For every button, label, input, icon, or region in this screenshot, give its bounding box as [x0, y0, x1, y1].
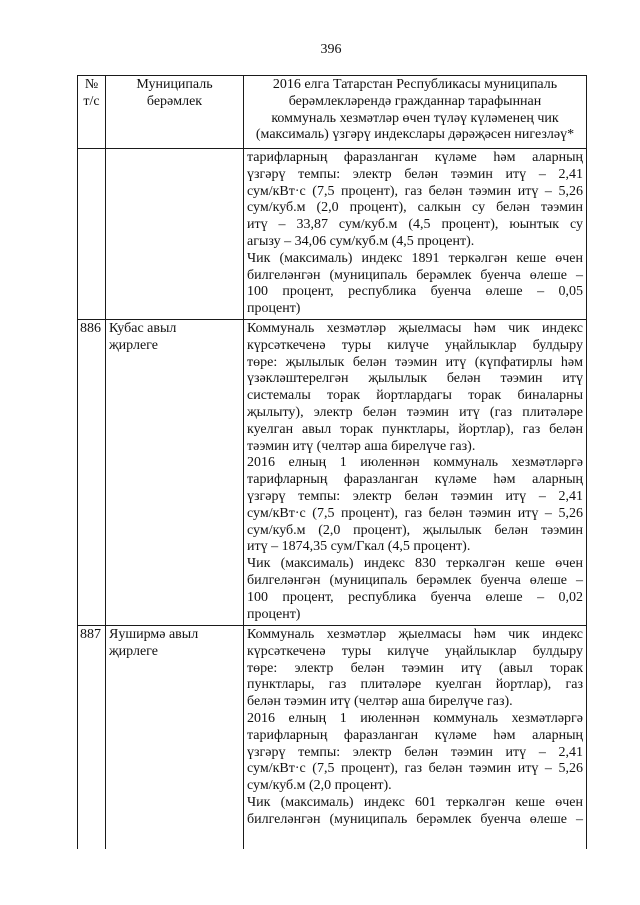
header-cell-number [78, 76, 106, 149]
description-cell [244, 625, 587, 849]
description-cell [244, 149, 587, 320]
paragraph [247, 251, 583, 318]
text-line: итү – 1874,35 сум/Гкал (4,5 процент). [247, 539, 471, 555]
header-text-line: (максималь) үзгәрү индекслары дәрәҗәсен нигезләү* [255, 127, 575, 143]
text-line: сум/кВт·с (7,5 процент), газ белән тәэмин итү – 5,26 [247, 761, 583, 777]
municipality-name-line: җирлеге [109, 643, 158, 659]
municipality-name-line: җирлеге [109, 337, 158, 353]
text-line: 2016 елның 1 июленнән коммуналь хезмәтләргә [247, 710, 583, 726]
text-line: билгеләнгән (муниципаль берәмлек буенча өлеше – [247, 267, 583, 283]
header-text-line: № [84, 77, 99, 92]
paragraph [247, 321, 583, 455]
text-line: системалы торак йортлардагы торак биналарны [247, 388, 583, 404]
text-line: тарифларның фаразланган күләме һәм аларның [247, 727, 583, 743]
row-number-cell [78, 625, 106, 849]
text-line: Чик (максималь) индекс 1891 теркәлгән кеше өчен [247, 250, 583, 266]
text-line: сум/кВт·с (7,5 процент), газ белән тәэмин итү – 5,26 [247, 505, 583, 521]
header-text-line: коммуналь хезмәтләр өчен түләү күләменең чик [271, 110, 559, 126]
text-line: Чик (максималь) индекс 601 теркәлгән кеше өчен [247, 794, 583, 810]
table-row [78, 625, 587, 849]
text-line: белән тәэмин итү (челтәр аша бирелүче газ). [247, 694, 513, 710]
header-cell-municipality [106, 76, 244, 149]
text-line: сум/куб.м (2,0 процент). [247, 778, 392, 794]
table-row [78, 149, 587, 320]
text-line: төре: җылылык белән тәэмин итү (күпфатирлы һәм [247, 354, 583, 370]
text-line: сум/кВт·с (7,5 процент), газ белән тәэмин итү – 5,26 [247, 183, 583, 199]
text-line: тарифларның фаразланган күләме һәм аларның [247, 150, 583, 165]
paragraph [247, 795, 583, 829]
header-text-line: Муниципаль [136, 77, 213, 92]
header-text-line: 2016 елга Татарстан Республикасы муниципаль [272, 77, 558, 92]
text-line: билгеләнгән (муниципаль берәмлек буенча өлеше – [247, 811, 583, 827]
table-row [78, 319, 587, 625]
text-line: процент) [247, 301, 301, 317]
text-line: үзәкләштерелгән җылылык белән тәэмин итү [247, 371, 583, 387]
text-line: җылыту), электр белән тәэмин итү (газ плитәләре [247, 404, 583, 420]
municipality-cell [106, 149, 244, 320]
municipality-name-line: Яуширмә авыл [109, 626, 199, 642]
text-line: 2016 елның 1 июленнән коммуналь хезмәтләргә [247, 455, 583, 471]
paragraph [247, 150, 583, 251]
text-line: тарифларның фаразланган күләме һәм аларның [247, 472, 583, 488]
text-line: күрсәткеченә туры килүче уңайлыклар булдыру [247, 643, 583, 659]
text-line: билгеләнгән (муниципаль берәмлек буенча өлеше – [247, 572, 583, 588]
text-line: үзгәрү темпы: электр белән тәэмин итү – 2,41 [247, 166, 583, 182]
header-cell-description [244, 76, 587, 149]
text-line: тәэмин итү (челтәр аша бирелүче газ). [247, 438, 476, 454]
text-line: сум/куб.м (2,0 процент), җылылык белән тәэмин [247, 522, 583, 538]
text-line: үзгәрү темпы: электр белән тәэмин итү – 2,41 [247, 488, 583, 504]
text-line: 100 процент, республика буенча өлеше – 0,02 [247, 589, 583, 605]
description-cell [244, 319, 587, 625]
row-number: 886 [80, 320, 101, 336]
text-line: Чик (максималь) индекс 830 теркәлгән кеше өчен [247, 556, 583, 572]
text-line: үзгәрү темпы: электр белән тәэмин итү – 2,41 [247, 744, 583, 760]
text-line: итү – 33,87 сум/куб.м (4,5 процент), юынтык су [247, 217, 583, 233]
row-number-cell [78, 149, 106, 320]
text-line: Коммуналь хезмәтләр җыелмасы һәм чик индекс [247, 626, 583, 642]
text-line: төре: электр белән тәэмин итү (авыл торак [247, 660, 583, 676]
paragraph [247, 455, 583, 556]
row-number-cell [78, 319, 106, 625]
header-text-line: т/с [83, 93, 100, 109]
text-line: процент) [247, 606, 301, 622]
municipality-cell [106, 319, 244, 625]
municipality-name-line: Кубас авыл [109, 320, 177, 336]
text-line: күрсәткеченә туры килүче уңайлыклар булдыру [247, 337, 583, 353]
paragraph [247, 556, 583, 623]
paragraph [247, 627, 583, 711]
text-line: куелган авыл торак пунктлары, йортлар), газ белән [247, 421, 583, 437]
text-line: сум/куб.м (2,0 процент), салкын су белән тәэмин [247, 200, 583, 216]
text-line: агызу – 34,06 сум/куб.м (4,5 процент). [247, 233, 475, 249]
header-text-line: берәмлек [146, 93, 203, 109]
row-number: 887 [80, 626, 101, 642]
municipality-cell [106, 625, 244, 849]
table-header-row [78, 76, 587, 149]
page-number: 396 [320, 42, 342, 57]
text-line: 100 процент, республика буенча өлеше – 0,05 [247, 284, 583, 300]
utility-index-table [77, 75, 587, 849]
text-line: Коммуналь хезмәтләр җыелмасы һәм чик индекс [247, 320, 583, 336]
text-line: пунктлары, газ плитәләре куелган йортлар), газ [247, 677, 583, 693]
paragraph [247, 711, 583, 795]
header-text-line: берәмлекләрендә гражданнар тарафыннан [288, 93, 542, 109]
